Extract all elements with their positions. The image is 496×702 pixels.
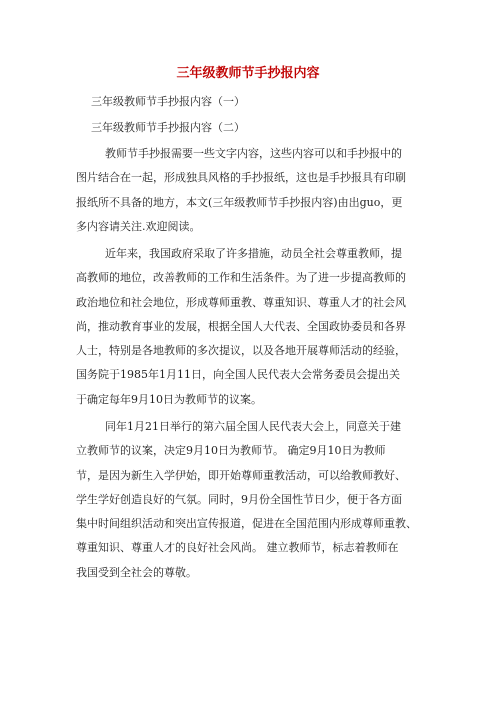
- text-line: 尚，推动教育事业的发展，根据全国人大代表、全国政协委员和各界: [76, 319, 406, 333]
- text-line: 多内容请关注.欢迎阅读。: [76, 219, 201, 233]
- text-line: 于确定每年9月10日为教师节的议案。: [76, 392, 262, 406]
- paragraph-3: [76, 415, 431, 585]
- toc-item-2: 三年级教师节手抄报内容（二）: [91, 121, 245, 134]
- text-line: 高教师的地位，改善教师的工作和生活条件。为了进一步提高教师的: [76, 271, 406, 285]
- text-line: 图片结合在一起，形成独具风格的手抄报纸，这也是手抄报具有印刷: [76, 171, 406, 185]
- text-line: 立教师节的议案，决定9月10日为教师节。 确定9月10日为教师: [76, 444, 386, 458]
- text-line: 教师节手抄报需要一些文字内容，这些内容可以和手抄报中的: [105, 147, 402, 160]
- text-line: 国务院于1985年1月11日，向全国人民代表大会常务委员会提出关: [76, 368, 400, 382]
- text-line: 集中时间组织活动和突出宣传报道，促进在全国范围内形成尊师重教、: [76, 517, 417, 531]
- text-line: 同年1月21日举行的第六届全国人民代表大会上，同意关于建: [105, 420, 401, 433]
- page-title: 三年级教师节手抄报内容: [176, 66, 320, 81]
- text-line: 政治地位和社会地位，形成尊师重教、尊重知识、尊重人才的社会风: [76, 295, 406, 309]
- paragraph-2: [76, 242, 431, 412]
- text-line: 节，是因为新生入学伊始，即开始尊师重教活动，可以给教师教好、: [76, 468, 406, 482]
- text-line: 人士，特别是各地教师的多次提议，以及各地开展尊师活动的经验，: [76, 344, 406, 358]
- text-line: 我国受到全社会的尊敬。: [76, 565, 197, 579]
- toc-item-1: 三年级教师节手抄报内容（一）: [91, 95, 245, 108]
- text-line: 尊重知识、尊重人才的良好社会风尚。 建立教师节，标志着教师在: [76, 541, 399, 555]
- text-line: 学生学好创造良好的气氛。同时，9月份全国性节日少，便于各方面: [76, 492, 402, 506]
- text-line: 近年来，我国政府采取了许多措施，动员全社会尊重教师，提: [105, 247, 402, 260]
- paragraph-1: [76, 142, 431, 239]
- text-line: 报纸所不具备的地方，本文(三年级教师节手抄报内容)由出guo，更: [76, 195, 403, 209]
